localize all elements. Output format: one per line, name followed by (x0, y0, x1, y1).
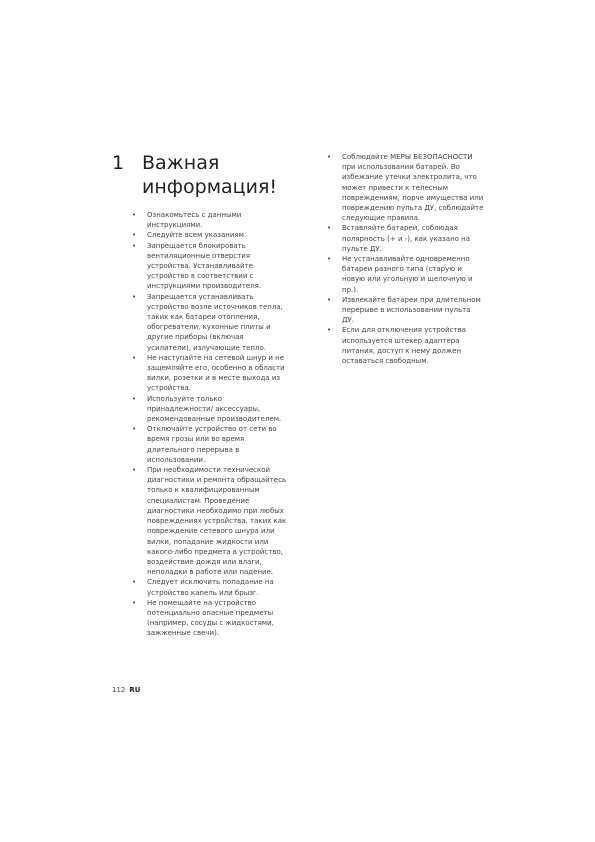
list-item (327, 325, 484, 366)
list-item-text: Следуйте всем указаниям. (147, 231, 247, 240)
list-item-text: Отключайте устройство от сети во время грозы или во время длительного перерыва в использовании. (147, 425, 277, 464)
list-item-text: При необходимости технической диагностики и ремонта обращайтесь только к квалифицированным специалистам. Проведение диагностики необходимо при любых повреждениях устройства, таких как повреждение сетевого шнура или вилки, попадание жидкости или какого-либо предмета в устройство, воздействие дождя или влаги, неполадки в работе или падение. (147, 466, 287, 577)
page-number: 112 (112, 686, 126, 694)
list-item (132, 210, 287, 230)
bullet-icon: • (132, 231, 137, 240)
bullet-icon: • (327, 326, 332, 335)
bullet-icon: • (132, 598, 137, 607)
list-item (132, 465, 287, 577)
list-item-text: Вставляйте батареи, соблюдая полярность (+ и -), как указано на пульте ДУ. (342, 224, 471, 253)
list-item (132, 424, 287, 465)
list-item (132, 241, 287, 292)
bullet-icon: • (327, 255, 332, 264)
list-item-text: Соблюдайте МЕРЫ БЕЗОПАСНОСТИ при использовании батарей. Во избежание утечки электролита, что может привести к телесным повреждениям, порче имущества или повреждению пульта ДУ, соблюдайте следующие правила. (342, 153, 484, 223)
list-item (327, 223, 484, 254)
language-code: RU (129, 686, 141, 694)
list-item (132, 577, 287, 597)
list-item-text: Не помещайте на устройство потенциально опасные предметы (например, сосуды с жидкостями, зажженные свечи). (147, 598, 274, 638)
section-number: 1 (112, 152, 125, 174)
bullet-icon: • (132, 292, 137, 301)
bullet-icon: • (327, 224, 332, 233)
list-item (132, 292, 287, 353)
right-bullet-list (327, 152, 484, 366)
bullet-icon: • (132, 353, 137, 362)
list-item (327, 254, 484, 295)
list-item-text: Следует исключить попадание на устройство капель или брызг. (147, 578, 274, 597)
list-item-text: Не устанавливайте одновременно батареи разного типа (старую и новую или угольную и щелочную и пр.). (342, 255, 473, 294)
bullet-icon: • (132, 211, 137, 219)
list-item-text: Запрещается устанавливать устройство возле источников тепла, таких как батареи отопления, обогреватели, кухонные плиты и другие приборы (включая усилители), излучающие тепло. (147, 292, 283, 352)
left-column (132, 210, 287, 639)
bullet-icon: • (132, 241, 137, 250)
list-item-text: Ознакомьтесь с данными инструкциями. (147, 211, 242, 230)
section-title: Важная информация! (142, 152, 278, 198)
bullet-icon: • (327, 153, 332, 161)
list-item-text: Не наступайте на сетевой шнур и не защемляйте его, особенно в области вилки, розетки и в месте выхода из устройства. (147, 353, 285, 393)
page-footer (112, 686, 140, 694)
list-item (132, 598, 287, 639)
list-item (327, 295, 484, 326)
list-item (327, 152, 484, 223)
bullet-icon: • (327, 295, 332, 304)
list-item (132, 230, 287, 240)
list-item (132, 353, 287, 394)
list-item-text: Если для отключения устройства используется штекер адаптера питания, доступ к нему должен оставаться свободным. (342, 326, 466, 366)
bullet-icon: • (132, 425, 137, 434)
list-item-text: Запрещается блокировать вентиляционные отверстия устройства. Устанавливайте устройство в соответствии с инструкциями производителя. (147, 241, 262, 291)
list-item-text: Извлекайте батареи при длительном перерыве в использовании пульта ДУ. (342, 295, 481, 325)
bullet-icon: • (132, 578, 137, 587)
bullet-icon: • (132, 394, 137, 403)
list-item (132, 394, 287, 425)
right-column (327, 152, 484, 366)
list-item-text: Используйте только принадлежности/ аксессуары, рекомендованные производителем. (147, 394, 282, 424)
bullet-icon: • (132, 466, 137, 475)
left-bullet-list (132, 210, 287, 639)
